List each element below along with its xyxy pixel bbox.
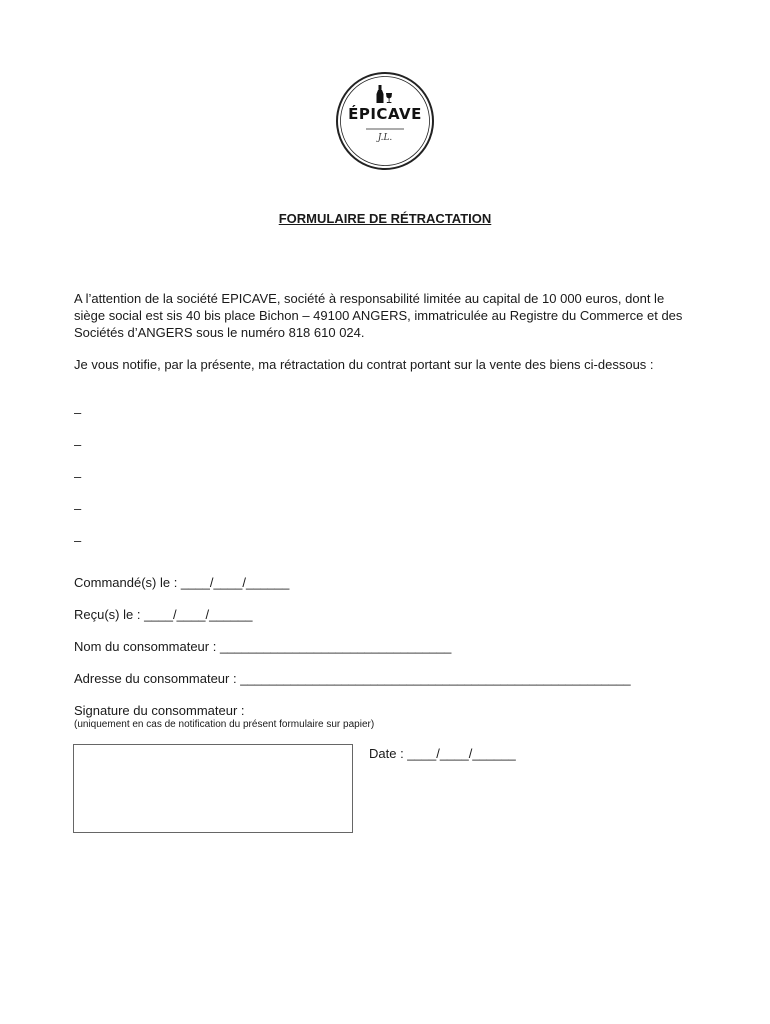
- signature-label: Signature du consommateur :: [74, 703, 245, 718]
- item-line: –: [74, 437, 82, 452]
- item-line: –: [74, 533, 82, 548]
- consumer-address-field: Adresse du consommateur : ______________________________________________________: [74, 671, 631, 686]
- item-line: –: [74, 405, 82, 420]
- ordered-date-field: Commandé(s) le : ____/____/______: [74, 575, 290, 590]
- wine-bottle-and-glass-icon: [377, 85, 393, 103]
- intro-paragraph: A l’attention de la société EPICAVE, société à responsabilité limitée au capital de 10 000 euros, dont le siège social est sis 40 bis place Bichon – 49100 ANGERS, immatriculée au Registre du Commerce et des Sociétés d’ANGERS sous le numéro 818 610 024.: [74, 291, 683, 340]
- notification-paragraph: Je vous notifie, par la présente, ma rétractation du contrat portant sur la vente des biens ci-dessous :: [74, 357, 654, 372]
- signature-date-field: Date : ____/____/______: [369, 746, 516, 761]
- signature-box: [73, 744, 353, 833]
- consumer-name-field: Nom du consommateur : ________________________________: [74, 639, 452, 654]
- received-date-field: Reçu(s) le : ____/____/______: [74, 607, 253, 622]
- epicave-logo: [335, 71, 435, 171]
- logo-initials: J.L.: [377, 133, 393, 143]
- item-line: –: [74, 469, 82, 484]
- item-line: –: [74, 501, 82, 516]
- page-title: FORMULAIRE DE RÉTRACTATION: [278, 211, 492, 226]
- logo-brand-name: ÉPICAVE: [348, 105, 422, 123]
- signature-note: (uniquement en cas de notification du présent formulaire sur papier): [74, 719, 375, 730]
